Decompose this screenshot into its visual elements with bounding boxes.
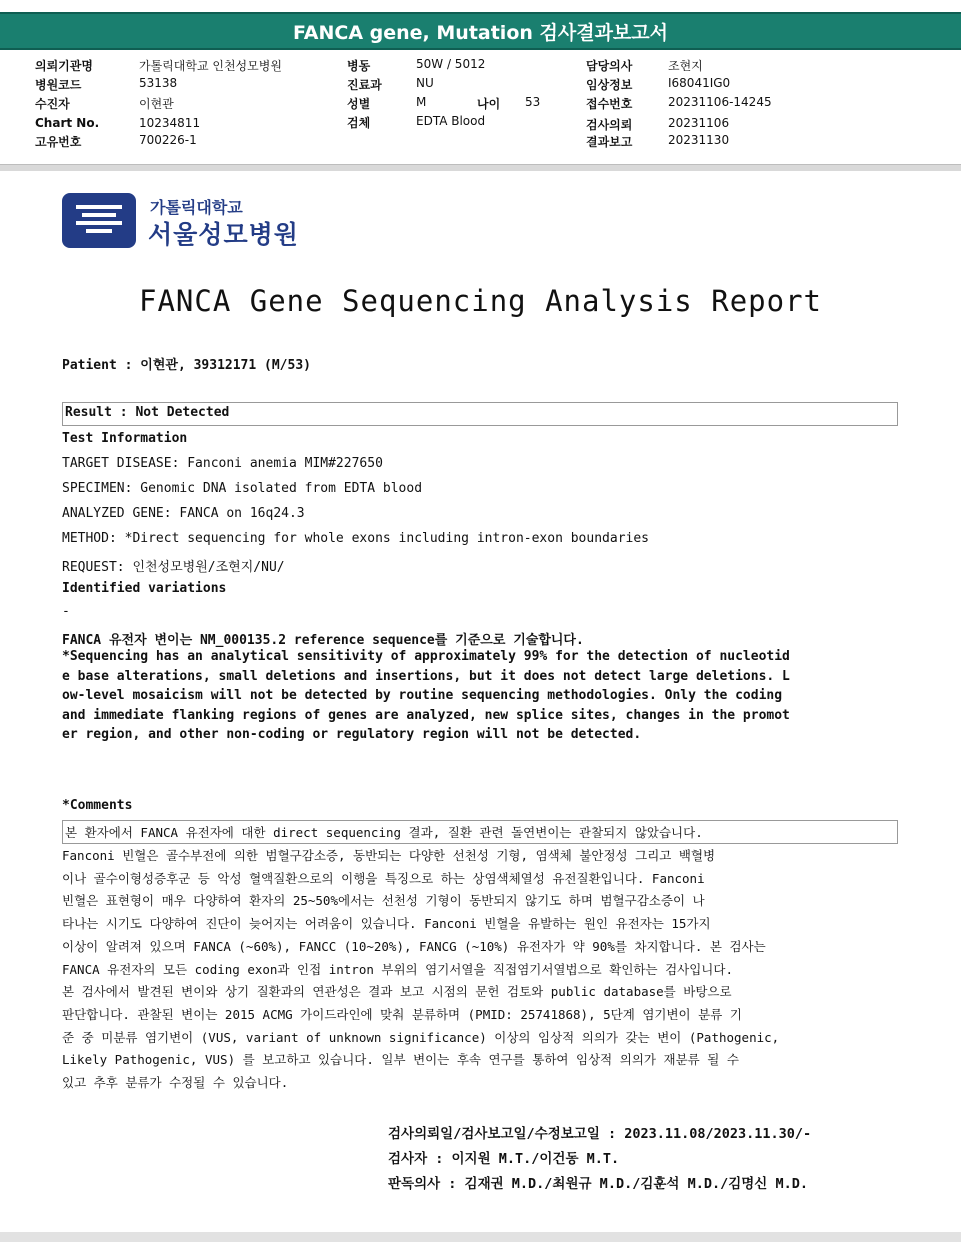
patient-line: Patient : 이현관, 39312171 (M/53) <box>62 358 311 373</box>
comment-line: 빈혈은 표현형이 매우 다양하여 환자의 25~50%에서는 선천성 기형이 동반되지 않기도 하며 범혈구감소증이 나 <box>62 893 705 909</box>
logo-hospital-name: 서울성모병원 <box>148 220 299 249</box>
variations-value: - <box>62 604 70 619</box>
hospital-seal-icon <box>62 193 136 248</box>
info-value-chart-no: 10234811 <box>139 116 201 130</box>
info-label-specimen: 검체 <box>347 116 371 130</box>
variations-heading: Identified variations <box>62 581 227 596</box>
info-value-patient: 이현관 <box>139 97 174 111</box>
analyzed-gene: ANALYZED GENE: FANCA on 16q24.3 <box>62 506 305 521</box>
request: REQUEST: 인천성모병원/조현지/NU/ <box>62 560 285 575</box>
info-value-ward: 50W / 5012 <box>416 57 486 71</box>
signature-doctors: 판독의사 : 김재권 M.D./최원규 M.D./김훈석 M.D./김명신 M.D. <box>388 1176 808 1192</box>
test-info-heading: Test Information <box>62 431 188 446</box>
info-value-hospital-code: 53138 <box>139 76 178 90</box>
info-label-doctor: 담당의사 <box>586 59 633 73</box>
info-value-clinical: I68041IG0 <box>668 76 731 90</box>
sensitivity-line: and immediate flanking regions of genes are analyzed, new splice sites, changes in the promot <box>62 707 790 723</box>
info-value-sex: M <box>416 95 427 109</box>
comment-line: 이나 골수이형성증후군 등 악성 혈액질환으로의 이행을 특징으로 하는 상염색체열성 유전질환입니다. Fanconi <box>62 870 705 886</box>
info-label-institution: 의뢰기관명 <box>35 59 93 73</box>
target-disease: TARGET DISEASE: Fanconi anemia MIM#227650 <box>62 456 383 471</box>
report-title: FANCA Gene Sequencing Analysis Report <box>138 284 822 318</box>
signature-dates: 검사의뢰일/검사보고일/수정보고일 : 2023.11.08/2023.11.30/- <box>388 1126 812 1142</box>
specimen: SPECIMEN: Genomic DNA isolated from EDTA blood <box>62 481 423 496</box>
sensitivity-line: er region, and other non-coding or regulatory region will not be detected. <box>62 727 642 742</box>
sensitivity-paragraph <box>62 647 902 745</box>
info-value-unique-no: 700226-1 <box>139 133 197 147</box>
comment-box: 본 환자에서 FANCA 유전자에 대한 direct sequencing 결과, 질환 관련 돌연변이는 관찰되지 않았습니다. <box>62 820 898 844</box>
patient-info-panel <box>0 54 961 158</box>
sensitivity-line: e base alterations, small deletions and insertions, but it does not detect large deletions. L <box>62 668 790 684</box>
info-label-unique-no: 고유번호 <box>35 135 82 149</box>
method: METHOD: *Direct sequencing for whole exons including intron-exon boundaries <box>62 531 649 546</box>
info-label-chart-no: Chart No. <box>35 116 100 130</box>
info-label-report-date: 결과보고 <box>586 135 633 149</box>
info-label-receipt-no: 접수번호 <box>586 97 633 111</box>
info-value-age: 53 <box>525 95 541 109</box>
logo-university-name: 가톨릭대학교 <box>150 198 243 217</box>
info-label-sex: 성별 <box>347 97 371 111</box>
comment-line: 있고 추후 분류가 수정될 수 있습니다. <box>62 1075 289 1091</box>
comment-line: FANCA 유전자의 모든 coding exon과 인접 intron 부위의 염기서열을 직접염기서열법으로 확인하는 검사입니다. <box>62 961 733 977</box>
info-label-age: 나이 <box>477 97 501 111</box>
hospital-logo <box>62 193 302 251</box>
comment-line: Fanconi 빈혈은 골수부전에 의한 범혈구감소증, 동반되는 다양한 선천성 기형, 염색체 불안정성 그리고 백혈병 <box>62 848 716 863</box>
report-header-title: FANCA gene, Mutation 검사결과보고서 <box>0 12 961 50</box>
comment-line: 이상이 알려져 있으며 FANCA (~60%), FANCC (10~20%), FANCG (~10%) 유전자가 약 90%를 차지합니다. 본 검사는 <box>62 938 766 954</box>
comment-line: 준 중 미분류 염기변이 (VUS, variant of unknown significance) 이상의 임상적 의의가 갖는 변이 (Pathogenic, <box>62 1029 780 1045</box>
comment-line: 본 검사에서 발견된 변이와 상기 질환과의 연관성은 결과 보고 시점의 문헌 검토와 public database를 바탕으로 <box>62 984 732 1000</box>
info-value-receipt-no: 20231106-14245 <box>668 95 772 109</box>
info-value-request-date: 20231106 <box>668 116 730 130</box>
info-label-clinical: 임상정보 <box>586 78 633 92</box>
info-value-specimen: EDTA Blood <box>416 114 486 128</box>
comments-heading: *Comments <box>62 798 133 813</box>
sensitivity-line: ow-level mosaicism will not be detected by routine sequencing methodologies. Only the coding <box>62 688 783 703</box>
info-label-patient: 수진자 <box>35 97 70 111</box>
result-box: Result : Not Detected <box>62 402 898 426</box>
info-value-department: NU <box>416 76 434 90</box>
comment-paragraph <box>62 845 902 1095</box>
info-value-report-date: 20231130 <box>668 133 730 147</box>
info-label-ward: 병동 <box>347 59 371 73</box>
page-bottom-edge <box>0 1232 961 1242</box>
reference-note: FANCA 유전자 변이는 NM_000135.2 reference sequence를 기준으로 기술합니다. <box>62 633 584 648</box>
info-label-hospital-code: 병원코드 <box>35 78 82 92</box>
comment-line: 판단합니다. 관찰된 변이는 2015 ACMG 가이드라인에 맞춰 분류하며 (PMID: 25741868), 5단계 염기변이 분류 기 <box>62 1006 742 1022</box>
info-value-doctor: 조현지 <box>668 59 703 73</box>
info-label-department: 진료과 <box>347 78 382 92</box>
signature-technician: 검사자 : 이지원 M.T./이건동 M.T. <box>388 1151 620 1167</box>
comment-line: Likely Pathogenic, VUS) 를 보고하고 있습니다. 일부 변이는 후속 연구를 통하여 임상적 의의가 재분류 될 수 <box>62 1052 739 1068</box>
info-value-institution: 가톨릭대학교 인천성모병원 <box>139 59 282 73</box>
comment-line: 타나는 시기도 다양하여 진단이 늦어지는 어려움이 있습니다. Fanconi 빈혈을 유발하는 원인 유전자는 15가지 <box>62 916 711 932</box>
section-divider <box>0 164 961 171</box>
info-label-request-date: 검사의뢰 <box>586 118 633 132</box>
sensitivity-line: *Sequencing has an analytical sensitivity of approximately 99% for the detection of nucleotid <box>62 649 790 664</box>
